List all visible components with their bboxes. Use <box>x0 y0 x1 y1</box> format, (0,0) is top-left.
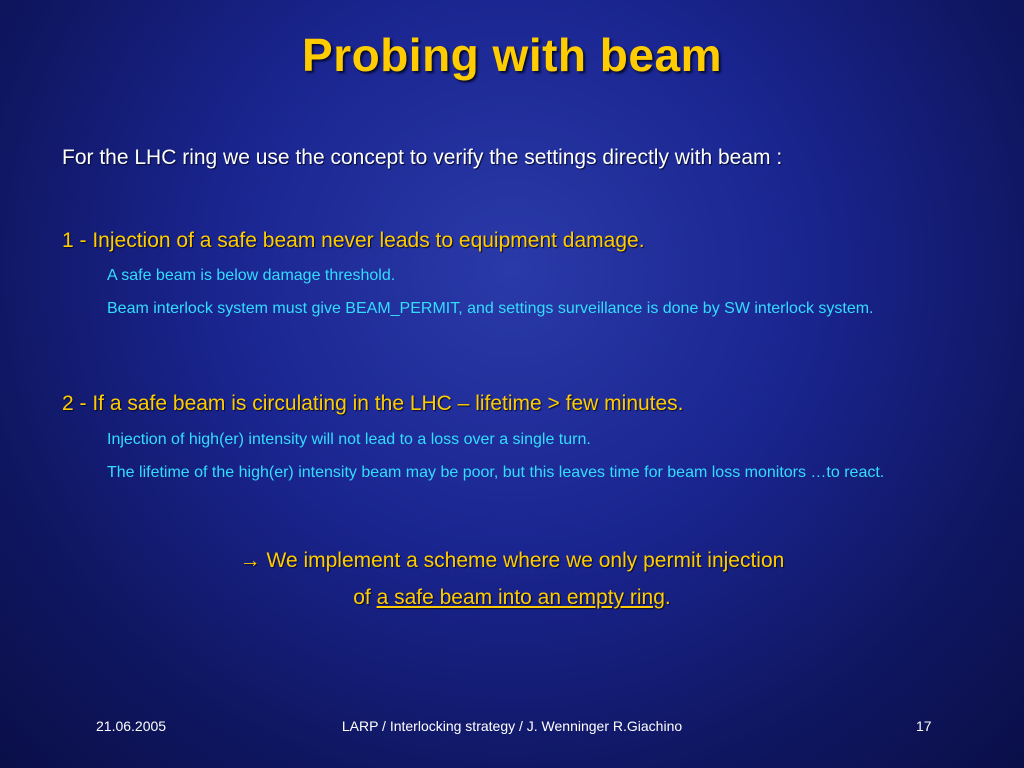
conclusion-line-1 <box>0 542 1024 579</box>
footer-page-number: 17 <box>916 718 932 734</box>
conclusion-emphasis: a safe beam into an empty ring <box>376 586 665 609</box>
point-2-heading: 2 - If a safe beam is circulating in the LHC – lifetime > few minutes. <box>62 392 684 415</box>
conclusion-line-1-text: We implement a scheme where we only permit injection <box>266 549 785 572</box>
conclusion-line-2 <box>0 579 1024 616</box>
conclusion <box>0 542 1024 616</box>
point-1-sub-1: A safe beam is below damage threshold. <box>107 267 396 284</box>
conclusion-line-2-suffix: . <box>664 586 671 609</box>
point-2-sub-2: The lifetime of the high(er) intensity beam may be poor, but this leaves time for beam loss monitors …to react. <box>107 464 885 481</box>
point-1-sub-2: Beam interlock system must give BEAM_PERMIT, and settings surveillance is done by SW interlock system. <box>107 300 874 317</box>
slide-title: Probing with beam <box>302 29 722 81</box>
conclusion-line-2-prefix: of <box>353 586 377 609</box>
intro-text: For the LHC ring we use the concept to verify the settings directly with beam : <box>62 146 783 169</box>
arrow-right-icon: → <box>239 549 261 572</box>
footer-date: 21.06.2005 <box>96 718 167 734</box>
footer-center: LARP / Interlocking strategy / J. Wenninger R.Giachino <box>341 718 683 734</box>
point-1-heading: 1 - Injection of a safe beam never leads to equipment damage. <box>62 229 645 252</box>
point-2-sub-1: Injection of high(er) intensity will not lead to a loss over a single turn. <box>107 431 591 448</box>
